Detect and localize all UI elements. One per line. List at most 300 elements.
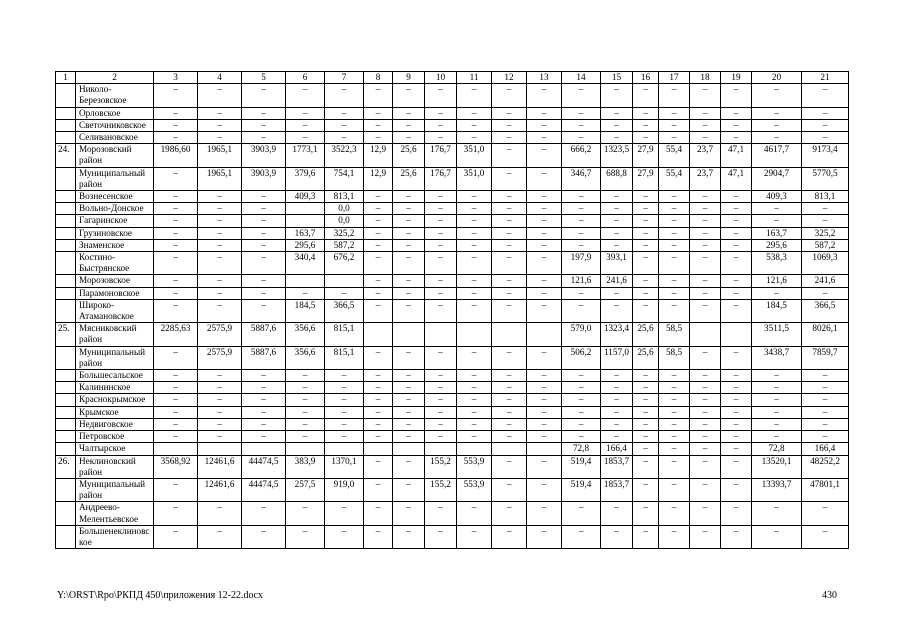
- table-cell: [425, 443, 457, 455]
- column-number-header: 13: [527, 72, 562, 84]
- table-cell: –: [457, 107, 492, 119]
- table-cell: 688,8: [601, 167, 633, 190]
- table-cell: –: [562, 418, 601, 430]
- table-row: [56, 323, 849, 346]
- table-cell: –: [752, 525, 802, 548]
- table-cell: –: [457, 382, 492, 394]
- table-cell: –: [425, 203, 457, 215]
- table-cell: 27,9: [633, 167, 659, 190]
- table-cell: –: [690, 215, 721, 227]
- table-cell: –: [492, 394, 527, 406]
- table-cell: –: [690, 525, 721, 548]
- table-cell: –: [690, 394, 721, 406]
- table-cell: –: [393, 203, 425, 215]
- table-cell: –: [364, 239, 393, 251]
- table-row: [56, 370, 849, 382]
- table-cell: 393,1: [601, 252, 633, 275]
- table-cell: [425, 323, 457, 346]
- table-cell: –: [364, 119, 393, 131]
- table-cell: –: [325, 502, 364, 525]
- table-cell: –: [802, 132, 849, 144]
- table-cell: –: [690, 406, 721, 418]
- table-cell: –: [690, 203, 721, 215]
- table-cell: –: [659, 394, 690, 406]
- row-number: [56, 132, 76, 144]
- table-cell: [492, 443, 527, 455]
- table-cell: –: [457, 502, 492, 525]
- table-cell: –: [198, 191, 242, 203]
- table-cell: –: [457, 431, 492, 443]
- table-cell: –: [721, 287, 752, 299]
- table-cell: –: [325, 119, 364, 131]
- table-cell: –: [393, 394, 425, 406]
- column-number-header: 12: [492, 72, 527, 84]
- table-row: [56, 275, 849, 287]
- table-cell: [325, 275, 364, 287]
- table-cell: –: [633, 478, 659, 501]
- table-cell: –: [659, 203, 690, 215]
- table-cell: –: [601, 394, 633, 406]
- table-cell: –: [721, 525, 752, 548]
- table-cell: –: [752, 215, 802, 227]
- table-cell: –: [492, 119, 527, 131]
- table-cell: –: [154, 107, 198, 119]
- column-number-header: 5: [242, 72, 286, 84]
- table-cell: –: [198, 107, 242, 119]
- row-number: [56, 239, 76, 251]
- column-number-header: 19: [721, 72, 752, 84]
- table-cell: 5770,5: [802, 167, 849, 190]
- table-cell: 58,5: [659, 346, 690, 369]
- table-cell: –: [633, 502, 659, 525]
- table-cell: –: [721, 455, 752, 478]
- table-cell: –: [325, 406, 364, 418]
- table-row: [56, 418, 849, 430]
- table-cell: 666,2: [562, 144, 601, 167]
- table-cell: –: [242, 502, 286, 525]
- table-cell: –: [425, 525, 457, 548]
- table-cell: –: [802, 203, 849, 215]
- table-cell: –: [601, 119, 633, 131]
- table-cell: 2285,63: [154, 323, 198, 346]
- table-cell: 121,6: [752, 275, 802, 287]
- table-cell: –: [601, 84, 633, 107]
- column-number-header: 14: [562, 72, 601, 84]
- table-cell: –: [325, 431, 364, 443]
- table-cell: 1323,4: [601, 323, 633, 346]
- table-cell: –: [325, 107, 364, 119]
- table-cell: –: [601, 287, 633, 299]
- table-cell: –: [659, 525, 690, 548]
- column-number-header: 7: [325, 72, 364, 84]
- table-cell: 44474,5: [242, 455, 286, 478]
- footer-page-number: 430: [822, 590, 837, 601]
- table-cell: –: [393, 132, 425, 144]
- table-cell: –: [154, 406, 198, 418]
- settlement-name: Муниципальный район: [76, 346, 154, 369]
- row-number: [56, 370, 76, 382]
- table-cell: –: [492, 287, 527, 299]
- table-cell: –: [601, 203, 633, 215]
- table-cell: 813,1: [325, 191, 364, 203]
- table-cell: –: [325, 84, 364, 107]
- table-cell: –: [527, 525, 562, 548]
- column-number-header: 8: [364, 72, 393, 84]
- table-row: [56, 119, 849, 131]
- table-cell: –: [690, 299, 721, 322]
- table-cell: 754,1: [325, 167, 364, 190]
- table-cell: –: [721, 370, 752, 382]
- row-number: [56, 119, 76, 131]
- table-cell: –: [393, 275, 425, 287]
- table-cell: –: [601, 215, 633, 227]
- table-cell: 351,0: [457, 167, 492, 190]
- table-cell: [286, 443, 325, 455]
- table-cell: –: [393, 84, 425, 107]
- table-cell: –: [527, 478, 562, 501]
- table-cell: –: [721, 119, 752, 131]
- table-row: [56, 239, 849, 251]
- table-cell: –: [527, 119, 562, 131]
- table-cell: 5887,6: [242, 323, 286, 346]
- table-cell: 3568,92: [154, 455, 198, 478]
- table-cell: –: [527, 418, 562, 430]
- row-number: [56, 478, 76, 501]
- table-cell: 587,2: [325, 239, 364, 251]
- table-row: [56, 382, 849, 394]
- table-cell: –: [562, 227, 601, 239]
- table-cell: –: [425, 275, 457, 287]
- table-cell: 409,3: [752, 191, 802, 203]
- table-cell: 3903,9: [242, 167, 286, 190]
- table-cell: –: [492, 84, 527, 107]
- table-cell: –: [425, 107, 457, 119]
- table-cell: –: [527, 382, 562, 394]
- column-number-header: 2: [76, 72, 154, 84]
- table-cell: –: [690, 287, 721, 299]
- table-cell: 538,3: [752, 252, 802, 275]
- table-cell: –: [457, 287, 492, 299]
- table-cell: –: [601, 525, 633, 548]
- table-cell: –: [752, 502, 802, 525]
- table-cell: –: [286, 525, 325, 548]
- table-cell: –: [154, 370, 198, 382]
- table-cell: –: [492, 346, 527, 369]
- table-cell: –: [154, 239, 198, 251]
- table-cell: –: [242, 227, 286, 239]
- table-cell: 356,6: [286, 323, 325, 346]
- table-cell: –: [633, 525, 659, 548]
- table-cell: –: [242, 418, 286, 430]
- table-cell: –: [633, 370, 659, 382]
- settlement-name: Мясниковский район: [76, 323, 154, 346]
- settlement-name: Селивановское: [76, 132, 154, 144]
- table-cell: 55,4: [659, 144, 690, 167]
- row-number: 26.: [56, 455, 76, 478]
- table-cell: 2575,9: [198, 323, 242, 346]
- table-cell: 48252,2: [802, 455, 849, 478]
- table-cell: [527, 323, 562, 346]
- table-cell: –: [633, 252, 659, 275]
- table-cell: –: [690, 107, 721, 119]
- table-cell: –: [325, 382, 364, 394]
- table-cell: –: [198, 370, 242, 382]
- table-cell: –: [425, 394, 457, 406]
- table-cell: –: [633, 455, 659, 478]
- table-cell: 25,6: [393, 167, 425, 190]
- header-row: [56, 72, 849, 84]
- table-cell: –: [457, 394, 492, 406]
- table-cell: –: [752, 406, 802, 418]
- table-cell: –: [492, 239, 527, 251]
- row-number: [56, 215, 76, 227]
- table-cell: 163,7: [752, 227, 802, 239]
- table-cell: 241,6: [601, 275, 633, 287]
- table-cell: –: [562, 239, 601, 251]
- settlement-name: Николо-Березовское: [76, 84, 154, 107]
- table-cell: 166,4: [601, 443, 633, 455]
- settlement-name: Морозовское: [76, 275, 154, 287]
- table-cell: –: [752, 394, 802, 406]
- table-cell: 553,9: [457, 455, 492, 478]
- table-cell: –: [659, 382, 690, 394]
- table-cell: –: [393, 346, 425, 369]
- table-cell: 3522,3: [325, 144, 364, 167]
- table-row: [56, 394, 849, 406]
- table-cell: –: [393, 252, 425, 275]
- table-cell: 163,7: [286, 227, 325, 239]
- column-number-header: 1: [56, 72, 76, 84]
- table-cell: –: [286, 84, 325, 107]
- table-cell: 815,1: [325, 323, 364, 346]
- table-cell: –: [633, 119, 659, 131]
- table-row: [56, 203, 849, 215]
- table-cell: –: [562, 215, 601, 227]
- table-cell: –: [198, 299, 242, 322]
- table-cell: –: [527, 84, 562, 107]
- table-cell: –: [633, 394, 659, 406]
- table-cell: –: [286, 394, 325, 406]
- table-cell: –: [721, 443, 752, 455]
- table-cell: 12461,6: [198, 478, 242, 501]
- table-cell: –: [154, 418, 198, 430]
- table-cell: –: [425, 84, 457, 107]
- table-cell: –: [633, 406, 659, 418]
- table-cell: –: [457, 346, 492, 369]
- table-cell: –: [286, 119, 325, 131]
- table-cell: –: [527, 144, 562, 167]
- table-row: [56, 132, 849, 144]
- table-cell: 184,5: [752, 299, 802, 322]
- table-cell: –: [325, 287, 364, 299]
- table-cell: 25,6: [393, 144, 425, 167]
- table-cell: –: [425, 406, 457, 418]
- settlement-name: Грузиновское: [76, 227, 154, 239]
- table-cell: [325, 443, 364, 455]
- table-cell: –: [154, 215, 198, 227]
- table-cell: –: [198, 252, 242, 275]
- table-cell: –: [492, 167, 527, 190]
- table-row: [56, 287, 849, 299]
- table-cell: –: [690, 252, 721, 275]
- row-number: [56, 502, 76, 525]
- table-cell: 325,2: [325, 227, 364, 239]
- table-cell: –: [802, 418, 849, 430]
- table-cell: –: [154, 502, 198, 525]
- table-cell: 12461,6: [198, 455, 242, 478]
- table-cell: –: [393, 215, 425, 227]
- row-number: [56, 346, 76, 369]
- table-cell: [286, 203, 325, 215]
- table-cell: –: [364, 191, 393, 203]
- table-cell: –: [633, 382, 659, 394]
- table-row: [56, 431, 849, 443]
- table-cell: 8026,1: [802, 323, 849, 346]
- table-cell: [527, 443, 562, 455]
- table-cell: –: [802, 84, 849, 107]
- table-cell: –: [562, 370, 601, 382]
- table-cell: –: [457, 203, 492, 215]
- table-cell: –: [364, 84, 393, 107]
- table-cell: –: [457, 215, 492, 227]
- table-cell: –: [198, 239, 242, 251]
- table-cell: –: [721, 227, 752, 239]
- table-cell: –: [492, 502, 527, 525]
- table-cell: –: [154, 525, 198, 548]
- table-cell: –: [527, 239, 562, 251]
- table-cell: [457, 443, 492, 455]
- table-cell: [364, 323, 393, 346]
- table-cell: –: [154, 478, 198, 501]
- table-cell: 1965,1: [198, 167, 242, 190]
- table-cell: –: [364, 478, 393, 501]
- settlement-name: Петровское: [76, 431, 154, 443]
- table-cell: –: [633, 107, 659, 119]
- table-row: [56, 502, 849, 525]
- table-row: [56, 443, 849, 455]
- table-cell: 2904,7: [752, 167, 802, 190]
- table-cell: –: [457, 406, 492, 418]
- table-cell: –: [659, 275, 690, 287]
- table-cell: –: [492, 370, 527, 382]
- table-cell: 351,0: [457, 144, 492, 167]
- table-cell: –: [364, 455, 393, 478]
- table-cell: –: [601, 227, 633, 239]
- table-cell: –: [425, 215, 457, 227]
- settlement-name: Светочниковское: [76, 119, 154, 131]
- table-cell: 506,2: [562, 346, 601, 369]
- table-cell: –: [425, 191, 457, 203]
- table-cell: –: [492, 252, 527, 275]
- table-cell: –: [425, 299, 457, 322]
- table-cell: –: [752, 370, 802, 382]
- table-row: [56, 144, 849, 167]
- table-cell: –: [562, 203, 601, 215]
- table-cell: 3511,5: [752, 323, 802, 346]
- row-number: [56, 525, 76, 548]
- table-cell: –: [457, 252, 492, 275]
- table-cell: –: [633, 215, 659, 227]
- table-cell: –: [457, 191, 492, 203]
- table-cell: –: [562, 84, 601, 107]
- table-cell: –: [154, 431, 198, 443]
- table-cell: –: [242, 107, 286, 119]
- table-cell: –: [562, 191, 601, 203]
- table-cell: –: [633, 191, 659, 203]
- table-cell: –: [601, 431, 633, 443]
- table-cell: –: [659, 107, 690, 119]
- table-cell: –: [562, 525, 601, 548]
- table-cell: –: [633, 227, 659, 239]
- table-cell: –: [492, 227, 527, 239]
- table-cell: 2575,9: [198, 346, 242, 369]
- table-cell: [286, 275, 325, 287]
- table-cell: –: [527, 394, 562, 406]
- settlement-name: Недвиговское: [76, 418, 154, 430]
- table-cell: –: [492, 132, 527, 144]
- table-cell: –: [364, 287, 393, 299]
- table-cell: –: [457, 119, 492, 131]
- table-cell: –: [802, 525, 849, 548]
- table-cell: –: [364, 107, 393, 119]
- table-cell: –: [154, 382, 198, 394]
- table-cell: –: [457, 418, 492, 430]
- settlement-name: Калининское: [76, 382, 154, 394]
- table-cell: 346,7: [562, 167, 601, 190]
- table-cell: –: [364, 394, 393, 406]
- table-cell: –: [492, 107, 527, 119]
- table-cell: –: [154, 203, 198, 215]
- table-cell: –: [721, 382, 752, 394]
- table-cell: 166,4: [802, 443, 849, 455]
- table-cell: –: [154, 227, 198, 239]
- column-number-header: 6: [286, 72, 325, 84]
- row-number: [56, 287, 76, 299]
- table-cell: –: [690, 132, 721, 144]
- table-cell: 3438,7: [752, 346, 802, 369]
- table-cell: [364, 443, 393, 455]
- row-number: [56, 394, 76, 406]
- table-cell: –: [242, 203, 286, 215]
- table-cell: –: [659, 132, 690, 144]
- row-number: [56, 167, 76, 190]
- table-cell: –: [721, 215, 752, 227]
- table-cell: [198, 443, 242, 455]
- table-cell: –: [393, 299, 425, 322]
- table-cell: –: [527, 203, 562, 215]
- table-cell: –: [393, 431, 425, 443]
- table-cell: –: [659, 478, 690, 501]
- table-cell: –: [364, 132, 393, 144]
- table-cell: –: [527, 191, 562, 203]
- settlement-name: Широко-Атамановское: [76, 299, 154, 322]
- column-number-header: 21: [802, 72, 849, 84]
- table-cell: 55,4: [659, 167, 690, 190]
- table-cell: –: [659, 431, 690, 443]
- table-cell: 176,7: [425, 167, 457, 190]
- table-cell: –: [198, 275, 242, 287]
- table-row: [56, 107, 849, 119]
- table-cell: –: [690, 478, 721, 501]
- table-cell: 519,4: [562, 455, 601, 478]
- table-cell: –: [457, 84, 492, 107]
- table-cell: 12,9: [364, 144, 393, 167]
- table-cell: –: [659, 252, 690, 275]
- row-number: [56, 299, 76, 322]
- table-cell: –: [721, 132, 752, 144]
- table-cell: 1986,60: [154, 144, 198, 167]
- table-cell: –: [690, 227, 721, 239]
